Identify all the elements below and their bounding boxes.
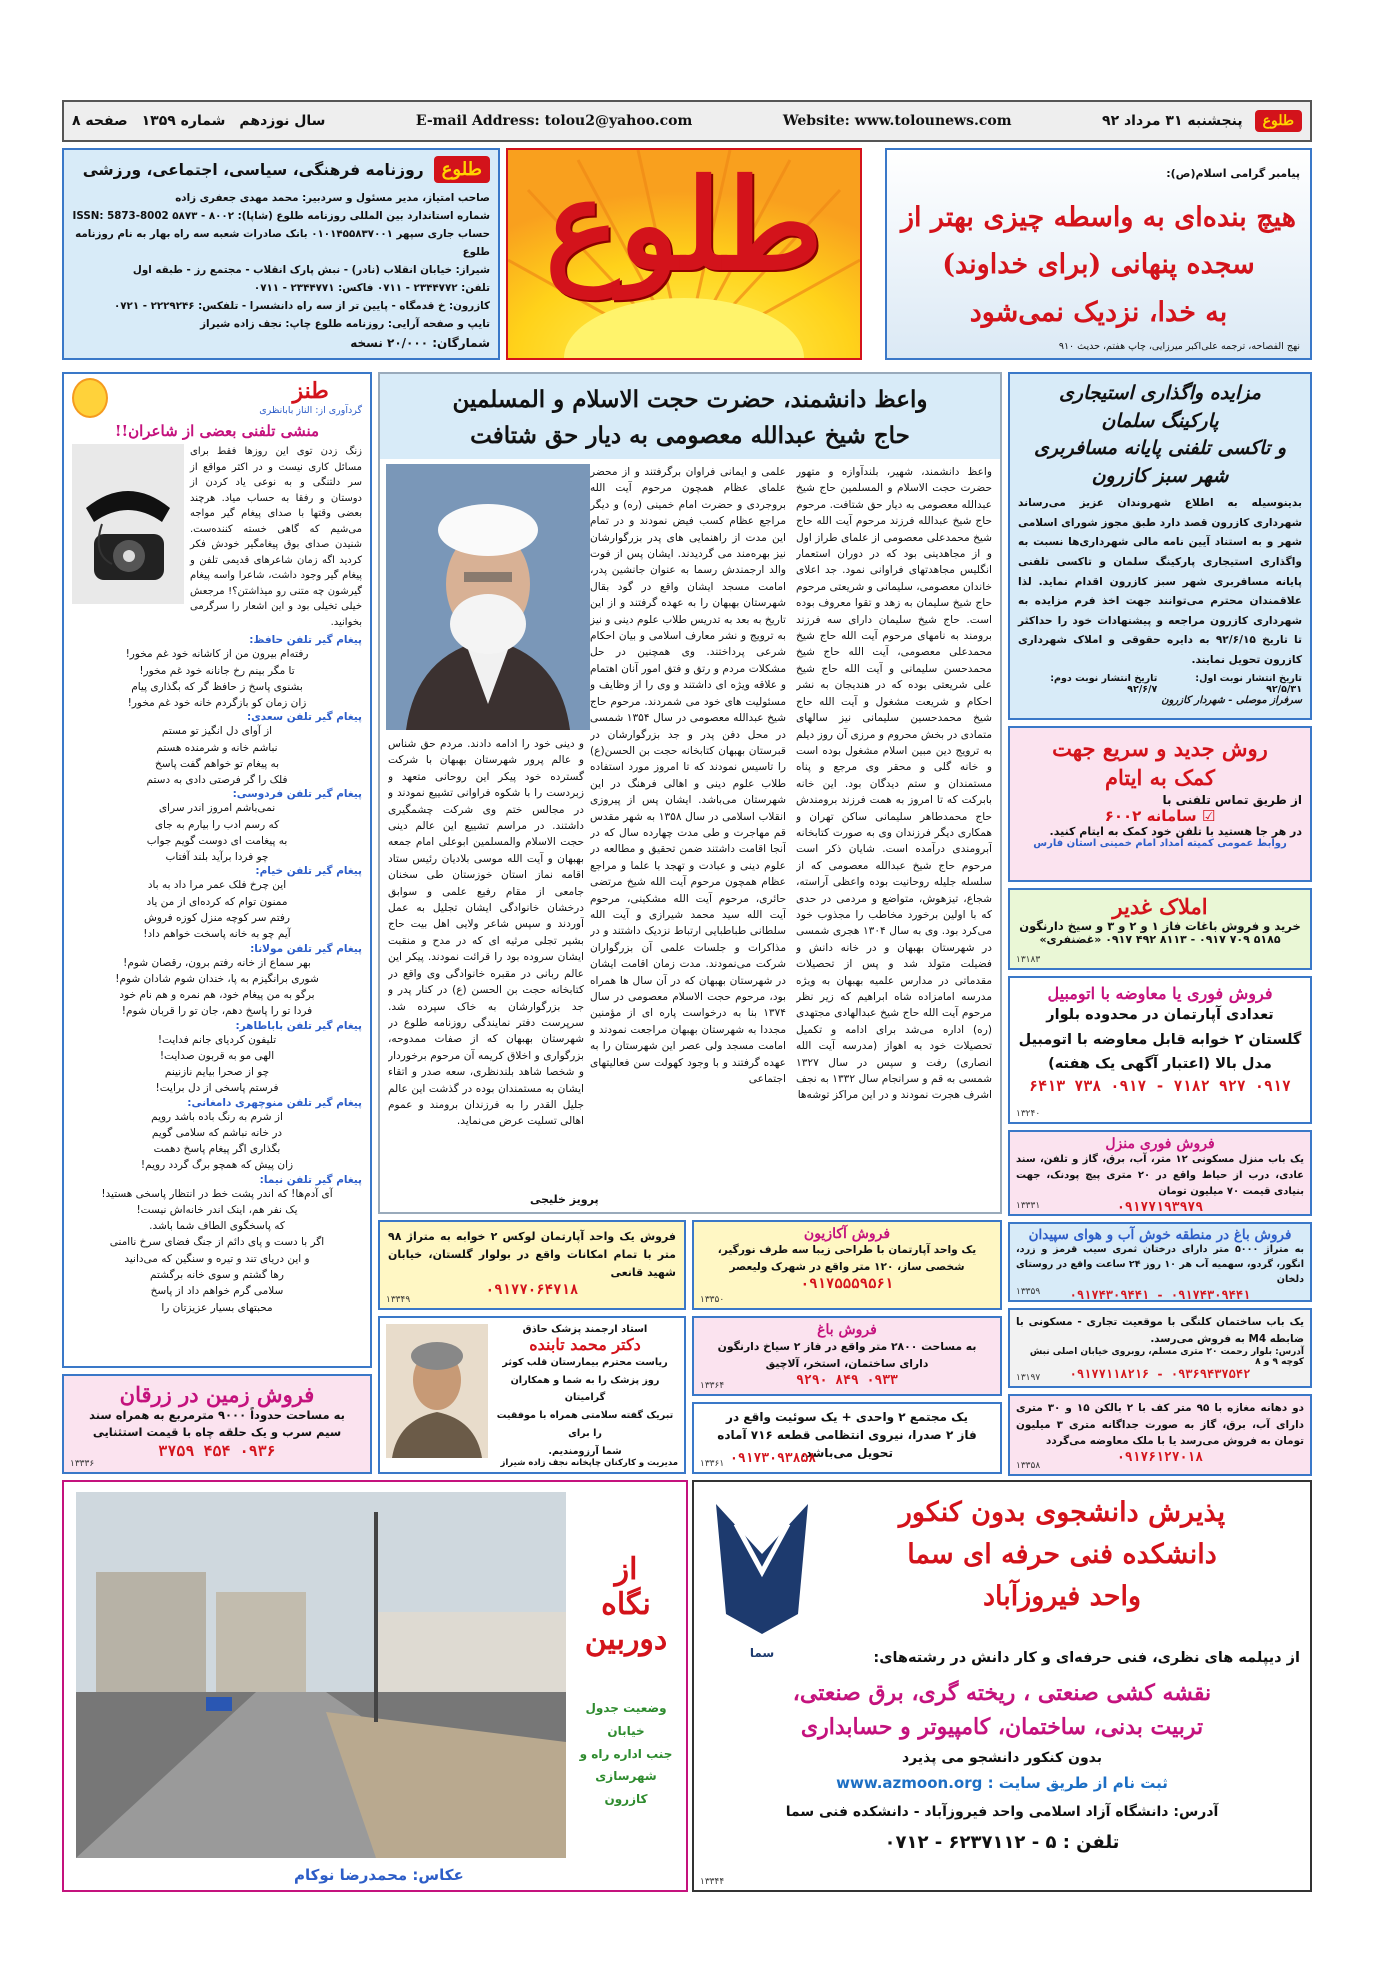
complex-phone: ۰۹۱۷۳۰۹۳۸۵۸ bbox=[730, 1451, 817, 1466]
verse-line: به پیغام تو خواهم گفت پاسخ bbox=[154, 757, 280, 770]
masthead-line: تلفن: ۲۳۴۴۷۷۲ - ۰۷۱۱ فاکس: ۲۳۴۴۷۷۱ - ۰۷۱۱ bbox=[253, 282, 490, 295]
luxe-box bbox=[378, 1220, 686, 1310]
issue-number: شماره ۱۳۵۹ bbox=[141, 113, 226, 129]
article-author: پرویز خلیجی bbox=[530, 1193, 599, 1206]
auction-title-1: مزایده واگذاری استیجاری bbox=[1059, 382, 1261, 404]
article-col-3: و دینی خود را ادامه دادند. مردم حق شناس و عالم پرور شهرستان بهبهان با شرکت گسترده خود پیکر این روحانی متعهد و زبردست را با شکوه فراوانی تشییع نمودند و در مجالس ختم وی شرکت چشمگیری داشتند. در مراسم تشییع این عالم دینی حجت الاسلام والمسلمین ابوعلی امام جمعه بهبهان و آیت الله موسی بلادیان رئیس ستاد اقامه نماز استان خوزستان طی سخنان جامعی از مقام رفیع علمی و سوابق درخشان خانوادگی ایشان تجلیل به عمل آوردند و سپس شاعر ولایی اهل بیت حاج بشیر تجلی مرثیه ای که در مدح و منقبت ایشان سروده بود را قرائت نمودند. پیکر این عالم ربانی در مقبره خانوادگی وی واقع در کتابخانه حجت بن الحسن (ع) در کنار پدر و جد بزرگوارشان به خاک سپرده شد. سرپرست دفتر نمایندگی روزنامه طلوع در شهرستان بهبهان که از صفات ممدوحه، بزرگواری و اخلاق کریمه آن مرحوم برخوردار و شخصا شاهد بلندنظری، سعه صدر و اتقاء ایشان به مستمندان بوده در گذشت این عالم جلیل القدر را به فرزندان برومند و عموم اهالی تسلیت عرض می‌نماید. bbox=[388, 738, 584, 1128]
shop-box bbox=[1008, 1394, 1312, 1476]
masthead-line: حساب جاری سپهر ۰۱۰۱۴۵۵۸۳۷۰۰۱ بانک صادرات شعبه سه راه بهار به نام روزنامه طلوع bbox=[75, 228, 490, 259]
azizan-phone: ۰۹۱۷۵۵۵۹۵۶۱ bbox=[800, 1275, 894, 1292]
college-title-2: دانشکده فنی حرفه ای سما bbox=[907, 1538, 1217, 1570]
apartments-line: گلستان ۲ خوابه قابل معاوضه با اتومبیل bbox=[1018, 1031, 1302, 1048]
verse-line: زان پیش که همچو برگ گردد رویم! bbox=[140, 1159, 294, 1172]
doctor-label: استاد ارجمند پزشک حاذق bbox=[522, 1324, 648, 1335]
satire-box bbox=[62, 372, 372, 1368]
verse-line: به پیغامت ای دوست گویم جواب bbox=[146, 834, 288, 847]
verse-line: نباشم خانه و شرمنده هستم bbox=[156, 741, 278, 754]
verse-heading: پیغام گیر تلفن حافظ: bbox=[249, 634, 362, 647]
ad-code: ۱۳۳۶۱ bbox=[700, 1459, 725, 1469]
article-col-1: واعظ دانشمند، شهیر، بلندآوازه و متهور حضرت حجت الاسلام و المسلمین حاج شیخ عبدالله معصومی به دیار حق شتافت. مرحوم حاج شیخ عبدالله فرزند مرحوم آیت الله حاج شیخ محمدعلی معصومی از علمای طراز اول و از مجاهدینی بود که در دوران استعمار انگلیس مجاهدتهای فراوانی نمود. جد اعلای خاندان معصومی، سلیمانی و شریعتی مرحوم حاج شیخ سلیمان به زهد و تقوا معروف بوده است. حاج شیخ سلیمان دارای سه فرزند برومند به نامهای مرحوم آیت الله حاج شیخ محمدعلی معصومی، آیت الله حاج شیخ محمدحسن سلیمانی و آیت الله حاج شیخ علی شریعتی بوده که در هندیجان به نشر احکام و شریعت مشغول و آیت الله حاج شیخ محمدحسین سلیمانی نیز سالهای متمادی در بخش محروم و مرزی آن روز دیلم به ترویج دین مبین اسلام مشغول بوده است و خانه گلی و محقر وی مرجع و پناه مستمندان و ستم دیدگان بود. این خانه بابرکت که تا امروز به همت فرزند برومندش حاج محمدطاهر سلیمانی ساکن تهران و همکاری دیگر فرزندان وی به صورت کتابخانه آبرومندی درآمده است. شایان ذکر است مرحوم حاج شیخ عبدالله معصومی که از سلسله جلیله روحانیت بوده واعظی آراسته، شجاع، تیزهوش، متواضع و مردمی در حدی که با اولین برخورد مخاطب را مجذوب خود می‌کرد بود. وی به سال ۱۳۰۴ هجری شمسی در شهرستان بهبهان و در خانه دانش و فضیلت متولد شد و پس از تحصیلات مقدماتی در مدارس علمیه بهبهان به ویژه مدرسه امامزاده شاه ابراهیم که زیر نظر مرحوم آیت الله حاج شیخ عبدالهادی مجتهدی (ره) اداره می‌شد برای ادامه و تکمیل تحصیلات خود به اهواز (مدرسه آیت الله انصاری) رفت و سپس در سال ۱۳۲۷ شمسی به قم و سرانجام سال ۱۳۳۲ به نجف اشرف هجرت نمودند و در این مراکز توشه‌ها bbox=[796, 466, 992, 1102]
satire-title: طنز bbox=[292, 378, 329, 404]
hadith-source: نهج الفصاحه، ترجمه علی‌اکبر میرزایی، چاپ هفتم، حدیث ۹۱۰ bbox=[1058, 340, 1300, 352]
auction-body: بدینوسیله به اطلاع شهروندان عزیز می‌رساند شهرداری کازرون قصد دارد طبق مجوز شورای اسلامی شهر و به استناد آیین نامه مالی شهرداری‌ها نسبت به واگذاری استیجاری پارکینگ سلمان و تاکسی تلفنی پایانه مسافربری شهر سبز کازرون اقدام نماید. لذا علاقمندان محترم می‌توانند جهت اخذ فرم مزایده به شهرداری کازرون مراجعه و پیشنهادات خود را حداکثر تا تاریخ ۹۲/۶/۱۵ به دایره حقوقی و املاک شهرداری کازرون تحویل نمایند. bbox=[1018, 497, 1303, 666]
doctor-footer: مدیریت و کارکنان چاپخانه نجف زاده شیراز bbox=[500, 1458, 678, 1468]
cleric-portrait bbox=[386, 464, 590, 730]
ghadir-title: املاک غدیر bbox=[1112, 894, 1208, 919]
camera-title-b: نگاه bbox=[601, 1587, 651, 1622]
doctor-name: دکتر محمد تابنده bbox=[529, 1335, 641, 1354]
ghadir-line: خرید و فروش باغات فاز ۱ و ۲ و ۳ و سیخ دارنگون bbox=[1019, 919, 1301, 933]
verse-heading: پیغام گیر تلفن نیما: bbox=[259, 1173, 362, 1186]
article-box bbox=[378, 372, 1002, 1214]
orphans-box bbox=[1008, 726, 1312, 882]
verse-heading: پیغام گیر تلفن خیام: bbox=[255, 865, 362, 878]
satire-intro: زنگ زدن توی این روزها فقط برای مسائل کاری نیست و در اکثر مواقع از سر دلتنگی و به نوعی یاد کردن از دوستان و رفقا به حساب میاد. هرچند بعضی وقتها با صدای پیغام گیر مواجه می‌شیم که گاهی خسته کننده‌ست. شنیدن صدای بوق پیغامگیر خودش فکر کردید اگه زمان شاعرهای قدیمی تلفن و پیغام گیر وجود داشت، شاعرا واسه پیغام گیرشون چه متنی رو میذاشتن؟! مرجعش خیلی تخیلی بود و این اشعار را سرگرمی بخوانید. bbox=[190, 446, 362, 628]
ad-code: ۱۳۳۵۸ bbox=[1016, 1461, 1041, 1471]
auction-title-3: و تاکسی تلفنی پایانه مسافربری bbox=[1033, 437, 1287, 460]
apartments-line: تعدادی آپارتمان در محدوده بلوار bbox=[1046, 1007, 1274, 1023]
college-logo-text: سما bbox=[749, 1646, 775, 1660]
orphans-title-2: کمک به ایتام bbox=[1104, 765, 1216, 791]
doctor-line: ریاست محترم بیمارستان قلب کوثر bbox=[502, 1357, 668, 1368]
ad-code: ۱۳۳۴۴ bbox=[700, 1877, 725, 1887]
college-box bbox=[692, 1480, 1312, 1892]
land-line: سیم سرب و یک حلقه چاه با قیمت استثنایی bbox=[92, 1425, 342, 1440]
verse-line: رفته‌ام بیرون من از کاشانه خود غم مخور! bbox=[125, 648, 309, 661]
masthead-box bbox=[62, 148, 500, 360]
verse-line: شوری برانگیزم به پا، خندان شوم شادان شوم! bbox=[115, 972, 319, 985]
orphans-line-2: در هر جا هستید با تلفن خود کمک به ایتام کنید. bbox=[1049, 824, 1302, 838]
bagh-title: فروش باغ bbox=[817, 1322, 877, 1338]
azizan-title: فروش آکازیون bbox=[803, 1226, 891, 1242]
verse-line: بگذاری اگر پیغام پاسخ دهمت bbox=[153, 1143, 281, 1156]
hadith-box bbox=[885, 148, 1312, 360]
auction-date-2: تاریخ انتشار نوبت دوم: ۹۲/۶/۷ bbox=[1050, 672, 1158, 695]
land-title: فروش زمین در زرقان bbox=[119, 1382, 315, 1407]
doctor-line: تبریک گفته سلامتی همراه با موفقیت را برای bbox=[496, 1410, 674, 1439]
verse-line: که رسم ادب را بیارم به جای bbox=[154, 818, 280, 831]
garden-text: به متراژ ۵۰۰۰ متر دارای درختان ثمری سیب قرمز و زرد، انگور، گردو، سهمیه آب هر ۱۰ روز ۲۴ ساعت واقع در روستای دلخان bbox=[1016, 1244, 1304, 1285]
luxe-text: فروش یک واحد آپارتمان لوکس ۲ خوابه به متراژ ۹۸ متر با تمام امکانات واقع در بولوار گلستان، خیابان شهید قانعی bbox=[388, 1230, 677, 1280]
azizan-text: یک واحد آپارتمان با طراحی زیبا سه طرف نورگیر، شخصی ساز، ۱۲۰ متر واقع در شهرک ولیعصر bbox=[717, 1244, 977, 1273]
verse-line: بشنوی پاسخ ز حافظ گر که بگذاری پیام bbox=[131, 680, 303, 693]
masthead-line: شماره استاندارد بین المللی روزنامه طلوع (شاپا): ۸۰۰۲ - ۵۸۷۳ ISSN: 5873-8002 bbox=[72, 210, 490, 223]
doctor-photo bbox=[386, 1324, 488, 1458]
garden-title: فروش باغ در منطقه خوش آب و هوای سپیدان bbox=[1028, 1227, 1292, 1243]
college-reg: ثبت نام از طریق سایت : bbox=[987, 1774, 1168, 1792]
verse-line: رها گشتم و سوی خانه برگشتم bbox=[149, 1269, 284, 1282]
college-field: تربیت بدنی، ساختمان، کامپیوتر و حسابداری bbox=[800, 1714, 1204, 1741]
street-photo bbox=[76, 1492, 566, 1858]
camera-caption: خیابان bbox=[607, 1723, 645, 1738]
verse-line: برگو به من پیغام خود، هم نمره و هم نام خود bbox=[119, 989, 315, 1002]
ad-code: ۱۳۳۴۹ bbox=[386, 1295, 411, 1305]
auction-title-2: پارکینگ سلمان bbox=[1101, 409, 1219, 432]
camera-title-c: دوربین bbox=[584, 1622, 668, 1657]
college-title-3: واحد فیروزآباد bbox=[982, 1580, 1142, 1612]
checkbox-icon: ☑ bbox=[1196, 806, 1216, 825]
ad-code: ۱۳۳۵۹ bbox=[1016, 1287, 1041, 1297]
apartments-box bbox=[1008, 976, 1312, 1124]
college-sub: از دیپلمه های نظری، فنی حرفه‌ای و کار دانش در رشته‌های: bbox=[873, 1650, 1300, 1666]
bagh-line: دارای ساختمان، استخر، آلاچیق bbox=[765, 1357, 929, 1371]
commercial-phones: ۰۹۳۶۹۴۳۷۵۴۲ - ۰۹۱۷۷۱۱۸۲۱۶ bbox=[1069, 1367, 1251, 1382]
masthead-line: شمارگان: ۲۰/۰۰۰ نسخه bbox=[350, 336, 490, 351]
verse-line: تلیفون کردیای جانم فدایت! bbox=[157, 1033, 277, 1046]
hadith-line-1: هیچ بنده‌ای به واسطه چیزی بهتر از bbox=[900, 202, 1297, 233]
masthead-logo: طلوع bbox=[434, 156, 490, 183]
luxe-phone: ۰۹۱۷۷۰۶۴۷۱۸ bbox=[485, 1282, 579, 1299]
college-tel: تلفن : ۵ - ۶۲۳۷۱۱۲ - ۰۷۱۲ bbox=[884, 1832, 1120, 1853]
complex-line: تحویل می‌باشد. bbox=[801, 1446, 893, 1460]
auction-title-4: شهر سبز کازرون bbox=[1091, 464, 1229, 487]
doctor-box bbox=[378, 1316, 686, 1474]
verse-heading: پیغام گیر تلفن سعدی: bbox=[246, 711, 362, 724]
verse-line: فلک را گر فرصتی دادی به دستم bbox=[146, 774, 288, 787]
ghadir-box bbox=[1008, 888, 1312, 970]
hadith-label: پیامبر گرامی اسلام(ص): bbox=[1166, 167, 1300, 180]
masthead-line: صاحب امتیاز، مدیر مسئول و سردبیر: محمد مهدی جعفری زاده bbox=[175, 192, 490, 204]
hadith-line-3: به خدا، نزدیک نمی‌شود bbox=[969, 296, 1228, 328]
verse-line: رفتم سر کوچه منزل کوزه فروش bbox=[144, 911, 290, 924]
land-line: به مساحت حدوداً ۹۰۰۰ مترمربع به همراه سند bbox=[89, 1408, 345, 1422]
house-box bbox=[1008, 1130, 1312, 1216]
verse-line: از شرم به رنگ باده باشد رویم bbox=[151, 1110, 283, 1123]
bagh-box bbox=[692, 1316, 1002, 1396]
ad-code: ۱۳۲۴۰ bbox=[1016, 1109, 1041, 1119]
satire-logo-icon bbox=[72, 378, 108, 418]
doctor-line: شما آرزومندیم. bbox=[548, 1445, 622, 1457]
camera-title-a: از bbox=[614, 1552, 638, 1587]
verse-line: چو از صحرا بیایم نازنینم bbox=[164, 1066, 270, 1079]
orphans-title-1: روش جدید و سریع جهت bbox=[1052, 736, 1268, 761]
camera-caption: جنب اداره راه و bbox=[579, 1746, 673, 1761]
satire-verses bbox=[72, 634, 362, 1316]
auction-box bbox=[1008, 372, 1312, 720]
verse-line: اگر با دست و پای دائم از جنگ فضای سرخ ناامنی bbox=[109, 1236, 325, 1249]
center-logo bbox=[506, 148, 862, 360]
website[interactable]: Website: www.tolounews.com bbox=[782, 113, 1012, 129]
house-title: فروش فوری منزل bbox=[1105, 1136, 1215, 1152]
verse-line: فردا تو را پاسخ دهم، جان تو را قربان شوم! bbox=[121, 1005, 313, 1018]
camera-caption: شهرسازی کازرون bbox=[595, 1769, 657, 1807]
article-col-2: علمی و ایمانی فراوان برگرفتند و از محضر علمای عظام همچون مرحوم آیت الله بروجردی و حضرت امام خمینی (ره) و دیگر مراجع عظام کسب فیض نمودند و در تمام این مدت از راهنمایی های پدر بزرگوارشان نیز بهره‌مند می گردیدند. ایشان پس از فوت والد ارجمندش رسما به عنوان جانشین پدر، امامت مسجد ایشان واقع در گود بقال شهرستان بهبهان را به عهده گرفتند و از این تاریخ به بعد به تدریس طلاب علوم دینی و نیز به ترویج و نشر معارف اسلامی و بیان احکام شرعی پرداختند. وی همچنین در حل مشکلات مردم و رتق و فتق امور آنان اهتمام و علاقه ویژه ای داشتند و وی را از وظایف و مسئولیت های خود می شمردند. مرحوم حاج شیخ عبدالله معصومی در سال ۱۳۵۴ شمسی در محل دفن پدر و جد بزرگوارشان در قبرستان بهبهان کتابخانه حجت بن الحسن(ع) را تاسیس نمودند که تا امروز مورد استفاده طلاب علوم دینی و اهالی فرهنگ در این شهرستان می‌باشد. ایشان پس از پیروزی انقلاب اسلامی در سال ۱۳۵۸ به شهر مقدس قم مهاجرت و طی مدت چهارده سال که در آنجا اقامت داشتند ضمن تحقیق و مطالعه در علوم دینی و عبادت و تهجد با علما و مراجع عظام همچون مرحوم آیت الله شیخ مرتضی حائری، مرحوم آیت الله مشکینی، مرحوم آیت الله سید محمد شیرازی و آیت الله سلطانی طباطبایی ارتباط نزدیک داشتند و در مذاکرات و جلسات علمی آن بزرگواران شرکت می‌نمودند. مدت زمان اقامت ایشان در شهرستان بهبهان که در آن سال ها همراه بود، مرحوم حجت الاسلام معصومی در سال ۱۳۷۴ بنا به درخواست پاره ای از مؤمنین مجددا به شهرستان بهبهان مراجعت نمودند و امامت مسجد ولی عصر این شهرستان را به عهده گرفتند و با وجود کهولت سن فعالیتهای اجتماعی bbox=[590, 466, 786, 1086]
college-logo bbox=[706, 1494, 818, 1660]
verse-line: محبتهای بسیار عزیزتان را bbox=[161, 1301, 273, 1314]
year: سال نوزدهم bbox=[239, 113, 326, 129]
land-phone: ۰۹۳۶ ۴۵۴ ۳۷۵۹ bbox=[158, 1441, 276, 1460]
verse-heading: پیغام گیر تلفن فردوسی: bbox=[232, 788, 362, 801]
verse-line: ممنون توام که کرده‌ای از من یاد bbox=[146, 895, 288, 908]
shop-text: دو دهانه مغازه با ۹۵ متر کف با ۲ بالکن ۱۵ و ۳۰ متری دارای آب، برق، گاز به صورت جداگانه متری ۳ میلیون تومان به فروش می‌رسد یا با ملک معاوضه می‌گردد bbox=[1016, 1402, 1304, 1448]
verse-line: این چرخ فلک عمر مرا داد به باد bbox=[147, 879, 287, 892]
article-title-2: حاج شیخ عبدالله معصومی به دیار حق شتافت bbox=[470, 421, 910, 449]
camera-caption: وضعیت جدول bbox=[585, 1701, 667, 1715]
college-note: بدون کنکور دانشجو می پذیرد bbox=[901, 1750, 1102, 1766]
commercial-addr: آدرس: بلوار رحمت ۲۰ متری مسلم، روبروی خیابان اصلی نبش کوچه ۹ و ۸ bbox=[1029, 1347, 1304, 1368]
top-bar bbox=[62, 100, 1312, 142]
apartments-title: فروش فوری یا معاوضه با اتومبیل bbox=[1047, 984, 1273, 1003]
camera-photographer: عکاس: محمدرضا نوکام bbox=[294, 1866, 464, 1884]
college-title-1: پذیرش دانشجوی بدون کنکور bbox=[898, 1497, 1226, 1528]
verse-line: در خانه نباشم که سلامی گویم bbox=[151, 1126, 283, 1139]
verse-line: و این دریای تند و تیره و سنگین که می‌دانید bbox=[124, 1252, 310, 1265]
brand-logo: طلوع bbox=[1255, 110, 1302, 132]
bagh-phone: ۰۹۳۳ ۸۴۹ ۹۲۹۰ bbox=[796, 1372, 898, 1388]
issue-date: پنجشنبه ۳۱ مرداد ۹۲ bbox=[1102, 113, 1243, 129]
orphans-org: روابط عمومی کمیته امداد امام خمینی استان فارس bbox=[1033, 837, 1287, 849]
ad-code: ۱۳۳۳۶ bbox=[70, 1459, 95, 1469]
verse-line: نمی‌باشم امروز اندر سرای bbox=[158, 802, 276, 815]
verse-line: فرستم پاسخی از دل برایت! bbox=[155, 1082, 279, 1095]
telephone-icon bbox=[72, 444, 184, 604]
garden-phones: ۰۹۱۷۴۳۰۹۴۴۱ - ۰۹۱۷۴۳۰۹۴۴۱ bbox=[1069, 1287, 1251, 1302]
house-text: یک باب منزل مسکونی ۱۲ متر، آب، برق، گاز و تلفن، سند عادی، درب از حیاط واقع در ۲۰ متری پیچ پودنک، جهت بنیادی قیمت ۷۰ میلیون تومان bbox=[1016, 1154, 1304, 1197]
verse-line: تا مگر بینم رخ جانانه خود غم مخور! bbox=[139, 664, 295, 677]
commercial-box bbox=[1008, 1308, 1312, 1388]
masthead-line: شیراز: خیابان انقلاب (نادر) - نبش پارک انقلاب - مجتمع رز - طبقه اول bbox=[132, 264, 490, 277]
verse-line: آی آدم‌ها! که اندر پشت خط در انتظار پاسخی هستید! bbox=[101, 1187, 333, 1200]
doctor-line: روز پزشک را به شما و همکاران گرامیتان bbox=[510, 1374, 660, 1404]
verse-line: آیم چو به خانه پاسخت خواهم داد! bbox=[143, 928, 291, 941]
shop-phone: ۰۹۱۷۶۱۲۷۰۱۸ bbox=[1116, 1449, 1204, 1465]
land-box bbox=[62, 1374, 372, 1474]
garden-box bbox=[1008, 1222, 1312, 1302]
college-addr: آدرس: دانشگاه آزاد اسلامی واحد فیروزآباد - دانشکده فنی سما bbox=[785, 1804, 1219, 1820]
college-site[interactable]: www.azmoon.org bbox=[836, 1774, 983, 1792]
commercial-text: یک باب ساختمان کلنگی با موقعیت تجاری - مسکونی با ضابطه M4 به فروش می‌رسد. bbox=[1016, 1316, 1304, 1345]
verse-heading: پیغام گیر تلفن مولانا: bbox=[250, 942, 362, 955]
masthead-title: روزنامه فرهنگی، سیاسی، اجتماعی، ورزشی bbox=[82, 160, 424, 179]
page-number: صفحه ۸ bbox=[72, 113, 128, 129]
center-logo-text: طلوع bbox=[545, 153, 823, 298]
verse-line: از آوای دل انگیز تو مستم bbox=[161, 725, 273, 738]
complex-box bbox=[692, 1402, 1002, 1474]
verse-line: سلامی گرم خواهم داد از پاسخ bbox=[150, 1285, 284, 1298]
email[interactable]: E-mail Address: tolou2@yahoo.com bbox=[415, 113, 693, 129]
college-field: نقشه کشی صنعتی ، ریخته گری، برق صنعتی، bbox=[792, 1680, 1212, 1706]
bagh-line: به مساحت ۲۸۰۰ متر واقع در فاز ۲ سیاخ دارنگون bbox=[717, 1340, 977, 1353]
verse-line: یک نفر هم، اینک اندر خانه‌اش نیست! bbox=[136, 1203, 298, 1216]
verse-line: بهر سماع از خانه رفتم برون، رقصان شوم! bbox=[123, 956, 311, 969]
satire-compiler: گردآوری از: الناز بابانظری bbox=[259, 405, 362, 416]
verse-line: چو فردا برآید بلند آفتاب bbox=[165, 851, 269, 864]
azizan-box bbox=[692, 1220, 1002, 1310]
masthead-line: کازرون: خ قدمگاه - پایین تر از سه راه دانشسرا - تلفکس: ۲۲۲۹۲۴۶ - ۰۷۲۱ bbox=[113, 300, 490, 313]
auction-signer: سرفراز موصلی - شهردار کازرون bbox=[1161, 694, 1302, 706]
apartments-line: مدل بالا (اعتبار آگهی یک هفته) bbox=[1048, 1056, 1272, 1073]
ad-code: ۱۳۳۵۰ bbox=[700, 1295, 725, 1305]
auction-date-1: تاریخ انتشار نوبت اول: ۹۲/۵/۳۱ bbox=[1195, 672, 1302, 695]
verse-line: الهی مو به قربون صدایت! bbox=[159, 1049, 275, 1062]
ghadir-phones: ۵۱۸۵ ۷۰۹ ۰۹۱۷ - ۸۱۱۳ ۴۹۲ ۰۹۱۷ «غضنفری» bbox=[1039, 933, 1281, 946]
camera-box bbox=[62, 1480, 688, 1892]
ad-code: ۱۳۳۶۴ bbox=[700, 1381, 725, 1391]
verse-heading: پیغام گیر تلفن باباطاهر: bbox=[235, 1019, 362, 1032]
ad-code: ۱۳۱۹۷ bbox=[1016, 1373, 1041, 1383]
house-phone: ۰۹۱۷۷۱۹۳۹۷۹ bbox=[1116, 1200, 1204, 1215]
verse-heading: پیغام گیر تلفن منوچهری دامغانی: bbox=[187, 1096, 362, 1109]
masthead-line: تایپ و صفحه آرایی: روزنامه طلوع چاپ: نجف زاده شیراز bbox=[200, 318, 490, 331]
verse-line: که پاسخگوی الطاف شما باشد. bbox=[149, 1220, 285, 1233]
complex-line: یک مجتمع ۲ واحدی + یک سوئیت واقع در bbox=[726, 1410, 968, 1424]
verse-line: زان زمان کو بازگردم خانه خود غم مخور! bbox=[127, 697, 307, 710]
satire-subtitle: منشی تلفنی بعضی از شاعران!! bbox=[114, 422, 320, 441]
orphans-line-1: از طریق تماس تلفنی با bbox=[1162, 792, 1302, 807]
orphans-samaneh: سامانه ۶۰۰۲ bbox=[1104, 806, 1197, 825]
article-title-1: واعظ دانشمند، حضرت حجت الاسلام و المسلمین bbox=[452, 386, 928, 413]
hadith-line-2: سجده پنهانی (برای خداوند) bbox=[942, 249, 1255, 281]
apartments-phones: ۰۹۱۷ ۹۲۷ ۷۱۸۲ - ۰۹۱۷ ۷۳۸ ۶۴۱۳ bbox=[1029, 1076, 1291, 1095]
ad-code: ۱۳۱۸۳ bbox=[1016, 955, 1041, 965]
ad-code: ۱۳۳۳۱ bbox=[1016, 1201, 1041, 1211]
complex-line: فاز ۲ صدرا، نیروی انتظامی قطعه ۷۱۶ آماده bbox=[717, 1428, 977, 1442]
